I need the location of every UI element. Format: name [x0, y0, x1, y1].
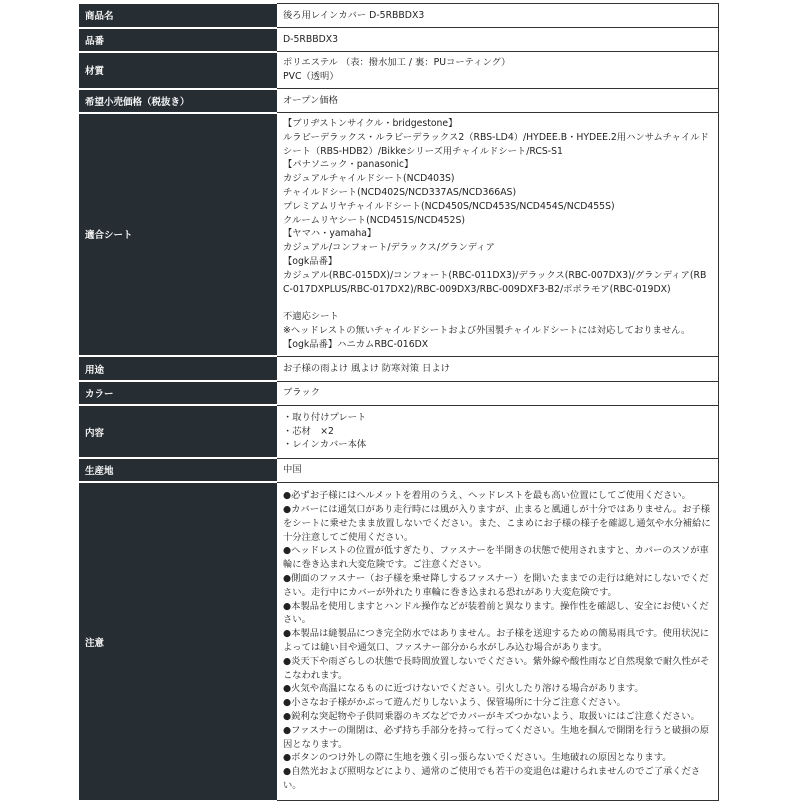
spec-value-line: カジュアルチャイルドシート(NCD403S): [283, 173, 455, 185]
spec-label: 生産地: [79, 458, 277, 482]
spec-value: [277, 113, 718, 357]
spec-label: 商品名: [79, 4, 277, 28]
spec-value-line: ・取り付けプレート: [283, 411, 367, 423]
spec-row: [79, 381, 718, 405]
spec-row: [79, 482, 718, 800]
spec-label: 内容: [79, 405, 277, 458]
spec-value-line: 【ogk品番】ハニカムRBC-016DX: [283, 338, 429, 350]
spec-value-line: ブラック: [283, 387, 321, 399]
spec-label: 希望小売価格（税抜き）: [79, 89, 277, 113]
spec-value-line: ●小さなお子様がかぶって遊んだりしないよう、保管場所に十分ご注意ください。: [283, 697, 626, 709]
spec-value-line: ・レインカバー本体: [283, 439, 367, 451]
spec-value-line: ●鋭利な突起物や子供同乗器のキズなどでカバーがキズつかないよう、取扱いにはご注意ください。: [283, 711, 700, 723]
spec-row: [79, 89, 718, 113]
spec-value: [277, 381, 718, 405]
spec-row: [79, 28, 718, 52]
spec-value-line: ●自然光および照明などにより、通常のご使用でも若干の変退色は避けられませんのでご了承ください。: [283, 766, 701, 792]
spec-label: 注意: [79, 482, 277, 800]
spec-value-line: ●ボタンのつけ外しの際に生地を強く引っ張らないでください。生地破れの原因となります。: [283, 752, 672, 764]
spec-value-line: ●ヘッドレストの位置が低すぎたり、ファスナーを半開きの状態で使用されますと、カバーのスソが車輪に巻き込まれ大変危険です。ご注意ください。: [283, 545, 709, 571]
spec-value: [277, 28, 718, 52]
spec-value-line: ・芯材 ×2: [283, 425, 334, 437]
spec-value: [277, 458, 718, 482]
spec-value-line: PVC（透明）: [283, 71, 339, 82]
spec-value-line: [283, 296, 713, 310]
spec-value-line: ●側面のファスナー（お子様を乗せ降しするファスナー）を開いたままでの走行は絶対にしないでください。走行中にカバーが外れたり車輪に巻き込まれる恐れがあり大変危険です。: [283, 573, 709, 598]
spec-label: カラー: [79, 381, 277, 405]
product-spec-table: [79, 3, 719, 801]
spec-value-line: ●ファスナーの開閉は、必ず持ち手部分を持って行ってください。生地を掴んで開閉を行うと破損の原因となります。: [283, 724, 710, 750]
spec-value-line: ルラビーデラックス・ルラビーデラックス2（RBS-LD4）/HYDEE.B・HYDEE.2用ハンサムチャイルドシート（RBS-HDB2）/Bikkeシリーズ用チャイルドシート/RCS-S1: [283, 131, 709, 157]
spec-value-line: 不適応シート: [283, 311, 339, 323]
spec-value-line: お子様の雨よけ 風よけ 防寒対策 日よけ: [283, 362, 450, 374]
spec-value-line: カジュアル/コンフォート/デラックス/グランディア: [283, 242, 495, 254]
spec-value-line: クルームリヤシート(NCD451S/NCD452S): [283, 214, 466, 226]
spec-row: [79, 356, 718, 381]
spec-value-line: 【ogk品番】: [283, 255, 338, 267]
spec-label: 適合シート: [79, 113, 277, 357]
spec-value-line: D-5RBBDX3: [283, 33, 339, 45]
spec-value-line: ●カバーには通気口があり走行時には風が入りますが、止まると風通しが十分ではありません。お子様をシートに乗せたまま放置しないでください。また、こまめにお子様の様子を確認し通気や水分補給に十分注意してご使用ください。: [283, 504, 711, 543]
spec-row: [79, 4, 718, 28]
spec-value-line: ポリエステル （表：撥水加工 / 裏：PUコーティング）: [283, 57, 511, 69]
spec-table-body: [79, 4, 718, 801]
spec-value-line: ●炎天下や雨ざらしの状態で長時間放置しないでください。紫外線や酸性雨など自然現象で耐久性がそこなわれます。: [283, 655, 710, 681]
spec-value: [277, 52, 718, 89]
spec-value: [277, 482, 718, 800]
spec-row: [79, 113, 718, 357]
spec-value-line: ●本製品は縫製品につき完全防水ではありません。お子様を送迎するための簡易雨具です。使用状況によっては縫い目や通気口、ファスナー部分から水がしみ込む場合があります。: [283, 628, 710, 654]
spec-label: 用途: [79, 356, 277, 381]
spec-value: [277, 356, 718, 381]
spec-value: [277, 4, 718, 28]
spec-value-line: ●火気や高温になるものに近づけないでください。引火したり溶ける場合があります。: [283, 683, 644, 695]
spec-row: [79, 405, 718, 458]
spec-value-line: オープン価格: [283, 94, 338, 106]
spec-value-line: 中国: [283, 464, 302, 476]
spec-value-line: チャイルドシート(NCD402S/NCD337AS/NCD366AS): [283, 186, 517, 198]
spec-value-line: ●必ずお子様にはヘルメットを着用のうえ、ヘッドレストを最も高い位置にしてご使用ください。: [283, 490, 691, 502]
spec-value-line: ●本製品を使用しますとハンドル操作などが装着前と異なります。操作性を確認し、安全にお使いください。: [283, 600, 709, 626]
spec-row: [79, 458, 718, 482]
spec-value: [277, 89, 718, 113]
spec-value-line: 【パナソニック・panasonic】: [283, 159, 414, 171]
spec-value-line: ※ヘッドレストの無いチャイルドシートおよび外国製チャイルドシートには対応しておりません。: [283, 324, 691, 336]
spec-value: [277, 405, 718, 458]
spec-value-line: 【ブリヂストンサイクル・bridgestone】: [283, 118, 458, 129]
spec-value-line: 【ヤマハ・yamaha】: [283, 228, 377, 240]
spec-label: 品番: [79, 28, 277, 52]
spec-value-line: プレミアムリヤチャイルドシート(NCD450S/NCD453S/NCD454S/NCD455S): [283, 200, 615, 212]
spec-value-line: カジュアル(RBC-015DX)/コンフォート(RBC-011DX3)/デラックス(RBC-007DX3)/グランディア(RBC-017DXPLUS/RBC-017DX2)/RBC-009DX3/RBC-009DXF3-B2/ポポラモア(RBC-019DX): [283, 269, 707, 295]
spec-row: [79, 52, 718, 89]
spec-label: 材質: [79, 52, 277, 89]
spec-value-line: 後ろ用レインカバー D-5RBBDX3: [283, 9, 425, 21]
